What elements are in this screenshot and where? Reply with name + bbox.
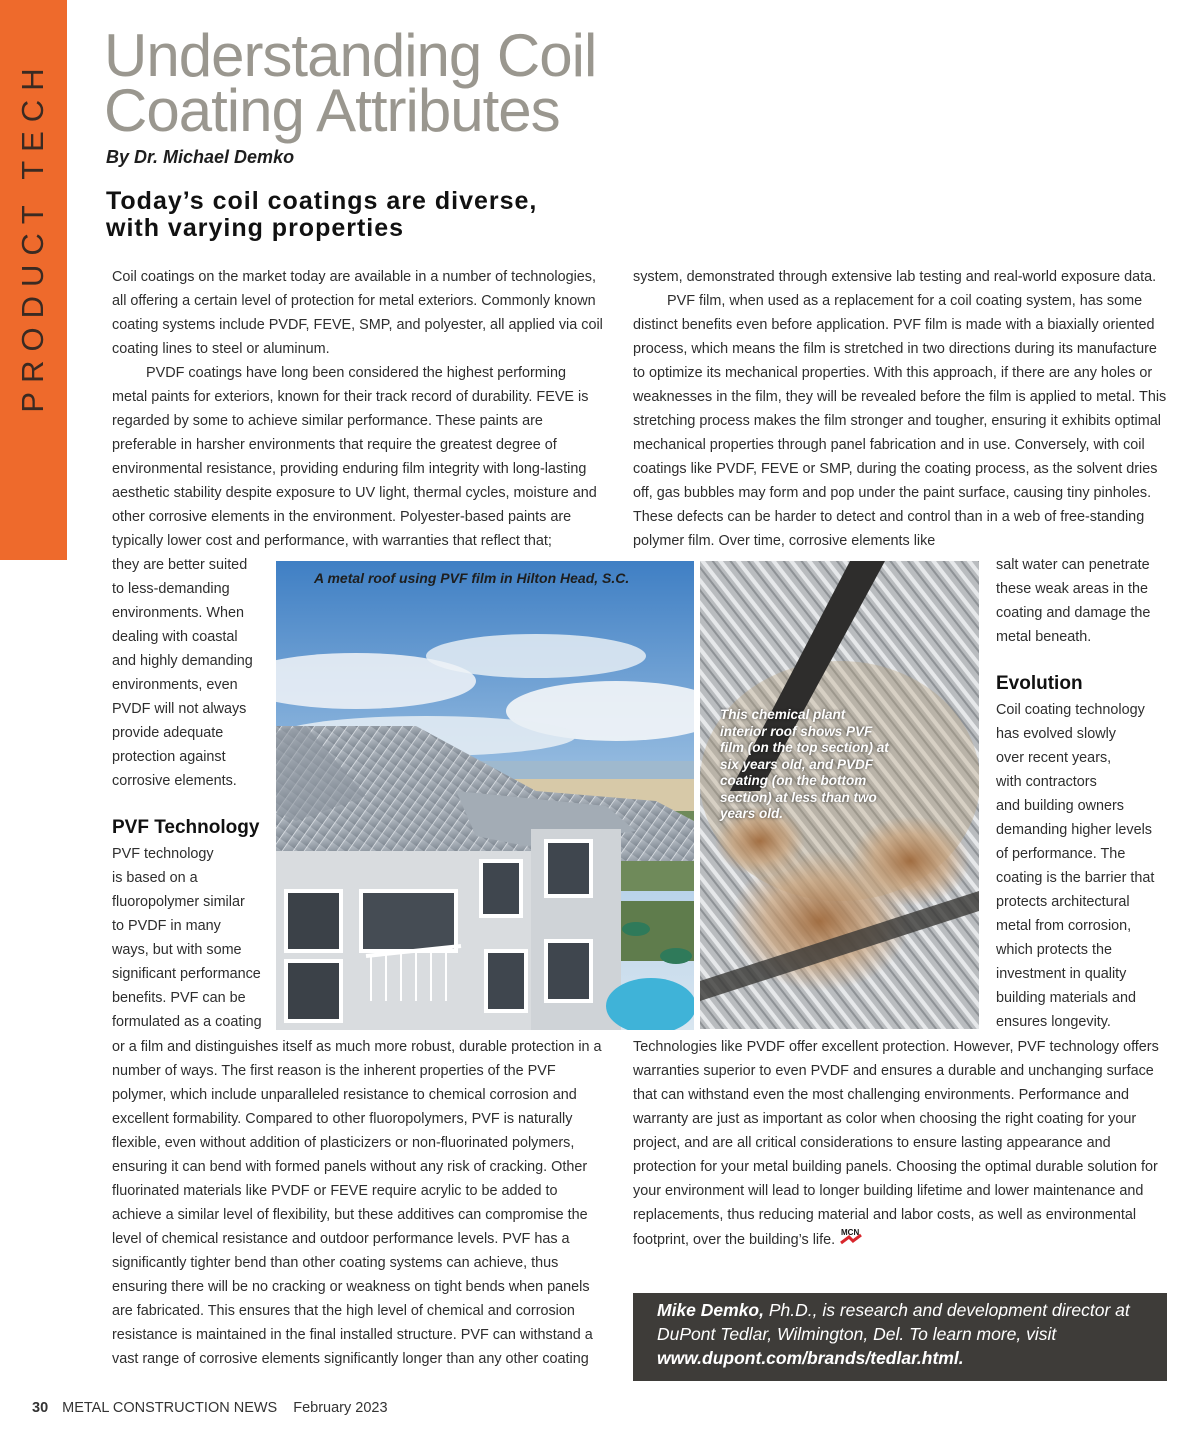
- text-line: of performance. The: [996, 846, 1126, 862]
- text-line: and building owners: [996, 798, 1125, 814]
- text-line: protects architectural: [996, 894, 1130, 910]
- text-line: protection against: [112, 749, 226, 765]
- subtitle-line: Today’s coil coatings are diverse,: [106, 187, 538, 215]
- text-line: PVF technology: [112, 846, 214, 862]
- photo-caption-plant: This chemical plant interior roof shows PVF film (on the top section) at six years old, and PVDF coating (on the bottom section) at less than two years old.: [720, 707, 889, 821]
- text-line: salt water can penetrate: [996, 557, 1150, 573]
- mcn-logo-icon: [839, 1227, 867, 1253]
- photo-caption-roof: A metal roof using PVF film in Hilton Head, S.C.: [314, 570, 630, 586]
- text-line: they are better suited: [112, 557, 248, 573]
- text-line: these weak areas in the: [996, 581, 1148, 597]
- text-line: has evolved slowly: [996, 726, 1116, 742]
- paragraph-pvf-film: PVF film, when used as a replacement for a coil coating system, has some distinct benefits even before application. PVF film is made with a biaxially oriented process, which means the film is stretched in two directions during its manufacture to optimize its mechanical properties. With this approach, if there are any holes or weaknesses in the film, they will be revealed before the film is applied to metal. This stretching process makes the film stronger and tougher, ensuring it exhibits optimal mechanical properties through panel fabrication and in use. Conversely, with coil coatings like PVDF, FEVE or SMP, during the coating process, as the solvent dries off, gas bubbles may form and pop under the paint surface, causing tiny pinholes. These defects can be harder to detect and control than in a web of free-standing polymer film. Over time, corrosive elements like: [633, 293, 1167, 549]
- author-link[interactable]: www.dupont.com/brands/tedlar.html.: [657, 1348, 964, 1368]
- text-line: ensures longevity.: [996, 1014, 1111, 1030]
- page-number: 30: [32, 1400, 49, 1416]
- paragraph-intro: Coil coatings on the market today are available in a number of technologies, all offering a certain level of protection for metal exteriors. Commonly known coating systems include PVDF, FEVE, SMP, and polyester, all applied via coil coating lines to steel or aluminum.: [112, 269, 603, 357]
- article-title: [104, 22, 597, 144]
- text-line: environments. When: [112, 605, 244, 621]
- heading-evolution: Evolution: [996, 673, 1083, 694]
- heading-pvf-technology: PVF Technology: [112, 817, 260, 838]
- text-line: coating is the barrier that: [996, 870, 1155, 886]
- text-line: is based on a: [112, 870, 198, 886]
- text-line: to PVDF in many: [112, 918, 221, 934]
- text-line: PVDF will not always: [112, 701, 247, 717]
- text-line: benefits. PVF can be: [112, 990, 246, 1006]
- subtitle-line: with varying properties: [106, 214, 405, 242]
- section-sidebar: [0, 0, 67, 560]
- paragraph-pvf-film-narrow: [996, 553, 1150, 649]
- paragraph-pvdf-narrow: [112, 553, 253, 793]
- text-line: environments, even: [112, 677, 238, 693]
- title-line: Coating Attributes: [104, 77, 560, 144]
- text-line: to less-demanding: [112, 581, 230, 597]
- text-line: dealing with coastal: [112, 629, 238, 645]
- text-line: fluoropolymer similar: [112, 894, 245, 910]
- text-line: Coil coating technology: [996, 702, 1145, 718]
- section-label: PRODUCT TECH: [15, 59, 50, 413]
- text-line: coating and damage the: [996, 605, 1151, 621]
- text-line: building materials and: [996, 990, 1136, 1006]
- text-line: significant performance: [112, 966, 261, 982]
- text-line: metal beneath.: [996, 629, 1092, 645]
- text-line: metal from corrosion,: [996, 918, 1132, 934]
- text-line: over recent years,: [996, 750, 1112, 766]
- author-name: Mike Demko,: [657, 1300, 764, 1320]
- issue-date: February 2023: [293, 1400, 388, 1416]
- article-subtitle: [106, 188, 626, 242]
- paragraph-evolution-text: Technologies like PVDF offer excellent protection. However, PVF technology offers warranties superior to even PVDF and ensures a durable and unchanging surface that can withstand even the most challenging environments. Performance and warranty are just as important as color when choosing the right coating for your project, and are all critical considerations to ensure lasting appearance and protection for your metal building panels. Choosing the optimal durable solution for your environment will lead to longer building lifetime and lower maintenance and replacements, thus reducing material and labor costs, as well as environmental footprint, over the building’s life.: [633, 1039, 1159, 1248]
- byline: By Dr. Michael Demko: [106, 147, 295, 167]
- text-line: formulated as a coating: [112, 1014, 262, 1030]
- text-line: and highly demanding: [112, 653, 253, 669]
- paragraph-evolution-narrow: [996, 698, 1154, 1034]
- author-bio: [633, 1293, 1167, 1381]
- paragraph-continued: system, demonstrated through extensive lab testing and real-world exposure data.: [633, 269, 1157, 285]
- page-footer: [32, 1400, 388, 1416]
- title-line: Understanding Coil: [104, 22, 597, 89]
- logo-text: MCN: [841, 1228, 860, 1237]
- paragraph-pvf-narrow: [112, 842, 262, 1034]
- text-line: which protects the: [996, 942, 1112, 958]
- author-description: Ph.D., is research and development director at DuPont Tedlar, Wilmington, Del. To learn more, visit: [657, 1300, 1130, 1344]
- paragraph-pvf: or a film and distinguishes itself as much more robust, durable protection in a number of ways. The first reason is the inherent properties of the PVF polymer, which include unparalleled resistance to chemical corrosion and excellent formability. Compared to other fluoropolymers, PVF is naturally flexible, even without addition of plasticizers or non-fluorinated polymers, ensuring it can bend with formed panels without any risk of cracking. Other fluorinated materials like PVDF or FEVE require acrylic to be added to achieve a similar level of flexibility, but these additives can compromise the level of chemical resistance and outdoor performance levels. PVF has a significantly tighter bend than other coating systems can achieve, thus ensuring there will be no cracking or weakness on tight bends when panels are fabricated. This ensures that the high level of chemical and corrosion resistance is maintained in the final installed structure. PVF can withstand a vast range of corrosive elements significantly longer than any other coating: [112, 1039, 602, 1367]
- text-line: demanding higher levels: [996, 822, 1152, 838]
- text-line: with contractors: [996, 774, 1097, 790]
- paragraph-pvdf: PVDF coatings have long been considered the highest performing metal paints for exteriors, known for their track record of durability. FEVE is regarded by some to achieve similar performance. These paints are preferable in harsher environments that require the greatest degree of environmental resistance, providing enduring film integrity with long-lasting aesthetic stability despite exposure to UV light, thermal cycles, moisture and other corrosive elements in the environment. Polyester-based paints are typically lower cost and performance, with warranties that reflect that;: [112, 365, 597, 549]
- paragraph-evolution: [633, 1035, 1168, 1253]
- text-line: corrosive elements.: [112, 773, 237, 789]
- text-line: provide adequate: [112, 725, 224, 741]
- text-line: ways, but with some: [112, 942, 242, 958]
- photo-metal-roof: [276, 561, 694, 1030]
- text-line: investment in quality: [996, 966, 1127, 982]
- publication-name: METAL CONSTRUCTION NEWS: [62, 1400, 278, 1416]
